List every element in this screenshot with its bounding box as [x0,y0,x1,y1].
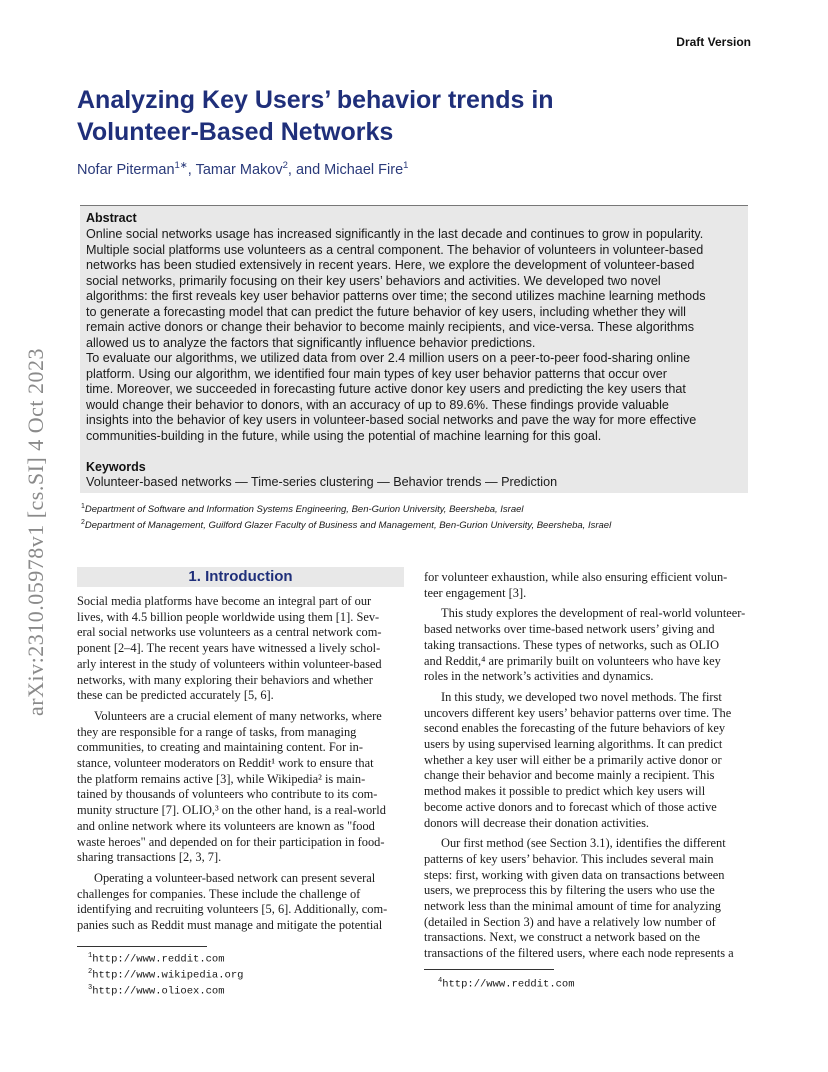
body-line: eral social networks use volunteers as a central network com- [77,625,382,640]
abstract-heading: Abstract [86,211,137,225]
affiliation-1 [81,500,611,516]
footnote-3 [88,982,243,998]
author-affiliation-mark: 1∗ [174,160,188,171]
author-affiliation-mark: 1 [403,160,409,171]
body-line: users, we preprocess this by filtering the users who use the [424,883,715,898]
footnote-link[interactable]: http://www.wikipedia.org [92,969,244,982]
body-line: lives, with 4.5 billion people worldwide using them [1]. Sev- [77,609,380,624]
body-line: become active donors and to forecast which of those active [424,799,717,814]
body-line: In this study, we developed two novel methods. The first [441,689,722,704]
footnote-number: 1 [88,952,93,960]
body-line: stance, volunteer moderators on Reddit¹ work to ensure that [77,756,374,771]
arxiv-stamp [6,312,66,752]
body-line: tained by thousands of volunteers who contribute to its com- [77,787,378,802]
abstract-line: networks has been studied extensively in recent years. Here, we explore the development of volunteer-based [86,258,695,272]
body-line: arly interest in the study of volunteers within volunteer-based [77,656,382,671]
left-column-body [77,594,407,934]
footnotes-right [438,975,575,991]
abstract-line: social networks, primarily focusing on their key users’ behaviors and activities. We developed two novel [86,273,661,288]
arxiv-identifier: arXiv:2310.05978v1 [cs.SI] 4 Oct 2023 [23,347,48,717]
abstract-line: to generate a forecasting model that can predict the future behavior of key users, including whether they will [86,304,686,319]
body-line: whether a key user will either be a primarily active donor or [424,752,722,767]
affiliation-number: 1 [81,503,85,510]
body-line: and Reddit,⁴ are primarily built on volunteers who have key [424,653,721,668]
body-line: second enables the forecasting of the future behaviors of key [424,721,726,736]
author-name: Tamar Makov [195,161,283,178]
body-line: Our first method (see Section 3.1), identifies the different [441,836,726,851]
title-line-1: Analyzing Key Users’ behavior trends in [77,86,554,114]
body-line: they are responsible for a range of tasks, from managing [77,724,357,739]
affiliations [81,500,611,532]
footnote-number: 4 [438,977,443,985]
body-line: network less than the minimal amount of time for analyzing [424,899,721,914]
affiliation-number: 2 [81,519,85,527]
body-line: transactions. Next, we construct a network based on the [424,930,700,945]
affiliation-text: Department of Management, Guilford Glazer Faculty of Business and Management, Ben-Gurion University, Beersheba, Israel [84,520,612,532]
body-line: and online network where its volunteers are known as "food [77,818,375,833]
abstract-line: allowed us to analyze the factors that significantly influence behavior predictions. [86,335,536,350]
abstract-line: algorithms: the first reveals key user behavior patterns over time; the second utilizes machine learning methods [86,289,706,303]
footnote-1 [88,950,243,966]
body-line: Operating a volunteer-based network can present several [94,870,376,885]
footnote-rule [424,969,554,970]
body-line: users by using supervised learning algorithms. It can predict [424,737,723,752]
author-list [77,160,408,178]
body-line: identifying and recruiting volunteers [5, 6]. Additionally, com- [77,902,388,917]
body-line: teer engagement [3]. [424,585,527,600]
draft-version-label: Draft Version [676,35,751,49]
paper-title [77,84,697,148]
body-line: networks, with many exploring their behaviors and whether [77,672,373,687]
body-line: ponent [2–4]. The recent years have witnessed a lively schol- [77,641,381,656]
author-separator: , [287,161,296,178]
body-line: for volunteer exhaustion, while also ensuring efficient volun- [424,570,728,584]
body-line: taking transactions. These types of networks, such as OLIO [424,637,720,652]
author-affiliation-mark: 2 [282,160,288,171]
section-heading [77,567,404,587]
body-line: Volunteers are a crucial element of many networks, where [94,708,382,723]
footnote-number: 2 [88,968,93,976]
body-line: panies such as Reddit must manage and mitigate the potential [77,918,383,933]
body-line: donors will decrease their donation activities. [424,815,650,830]
affiliation-text: Department of Software and Information Systems Engineering, Ben-Gurion University, Beersheba, Israel [84,504,524,516]
body-line: transactions of the filtered users, where each node represents a [424,946,734,961]
abstract-text [86,227,746,444]
footnote-number: 3 [88,984,93,992]
footnote-rule [77,946,207,947]
abstract-line: To evaluate our algorithms, we utilized data from over 2.4 million users on a peer-to-peer food-sharing online [86,351,691,365]
body-line: method makes it possible to predict which key users will [424,784,706,799]
footnotes-left [88,950,243,998]
body-line: challenges for companies. These include the challenge of [77,886,361,901]
abstract-line: communities-building in the future, while using the potential of machine learning for this goal. [86,428,602,443]
abstract-line: Online social networks usage has increased significantly in the last decade and continues to grow in popularity. [86,227,704,241]
body-line: these can be predicted accurately [5, 6]. [77,688,274,703]
abstract-line: would change their behavior to donors, with an accuracy of up to 89.6%. These findings provide valuable [86,397,669,412]
body-line: sharing transactions [2, 3, 7]. [77,850,222,865]
right-column-body [424,570,754,962]
footnote-4 [438,975,575,991]
body-line: patterns of key users’ behavior. This includes several main [424,851,714,866]
author-separator: , [187,161,196,178]
body-line: This study explores the development of real-world volunteer- [441,606,746,621]
body-line: the platform remains active [3], while Wikipedia² is main- [77,771,366,786]
abstract-line: time. Moreover, we succeeded in forecasting future active donor key users and predicting the key users that [86,382,686,396]
body-line: (detailed in Section 3) and have a relatively low number of [424,914,716,929]
footnote-link[interactable]: http://www.reddit.com [92,953,225,966]
author-name: Nofar Piterman [77,161,175,178]
body-line: communities, to creating and maintaining content. For in- [77,740,363,755]
body-line: roles in the network’s activities and dynamics. [424,669,654,684]
introduction-heading: 1. Introduction [188,568,293,585]
body-line: waste heroes" and depended on for their participation in food- [77,834,385,849]
abstract-box [80,205,748,493]
body-line: based networks over time-based network users’ giving and [424,622,715,637]
body-line: change their behavior and become mainly a recipient. This [424,768,715,783]
body-line: uncovers different key users’ behavior patterns over time. The [424,705,732,720]
body-line: munity structure [7]. OLIO,³ on the other hand, is a real-world [77,803,386,818]
body-line: Social media platforms have become an integral part of our [77,594,372,608]
footnote-link[interactable]: http://www.reddit.com [442,978,575,991]
body-line: steps: first, working with given data on transactions between [424,867,725,882]
abstract-line: Multiple social platforms use volunteers as a central component. The behavior of volunteers in volunteer-based [86,242,704,257]
footnote-link[interactable]: http://www.olioex.com [92,985,225,998]
abstract-line: remain active donors or change their behavior to become mainly recipients, and vice-versa. These algorithms [86,320,695,334]
author-name: and Michael Fire [295,161,404,178]
keywords-text: Volunteer-based networks — Time-series clustering — Behavior trends — Prediction [86,475,558,489]
footnote-2 [88,966,243,982]
abstract-line: insights into the behavior of key users in volunteer-based social networks and pave the way for more effective [86,413,697,427]
keywords-heading: Keywords [86,460,146,474]
abstract-line: platform. Using our algorithm, we identified four main types of key user behavior patterns that occur over [86,366,667,381]
affiliation-2 [81,516,611,532]
title-line-2: Volunteer-Based Networks [77,118,394,146]
